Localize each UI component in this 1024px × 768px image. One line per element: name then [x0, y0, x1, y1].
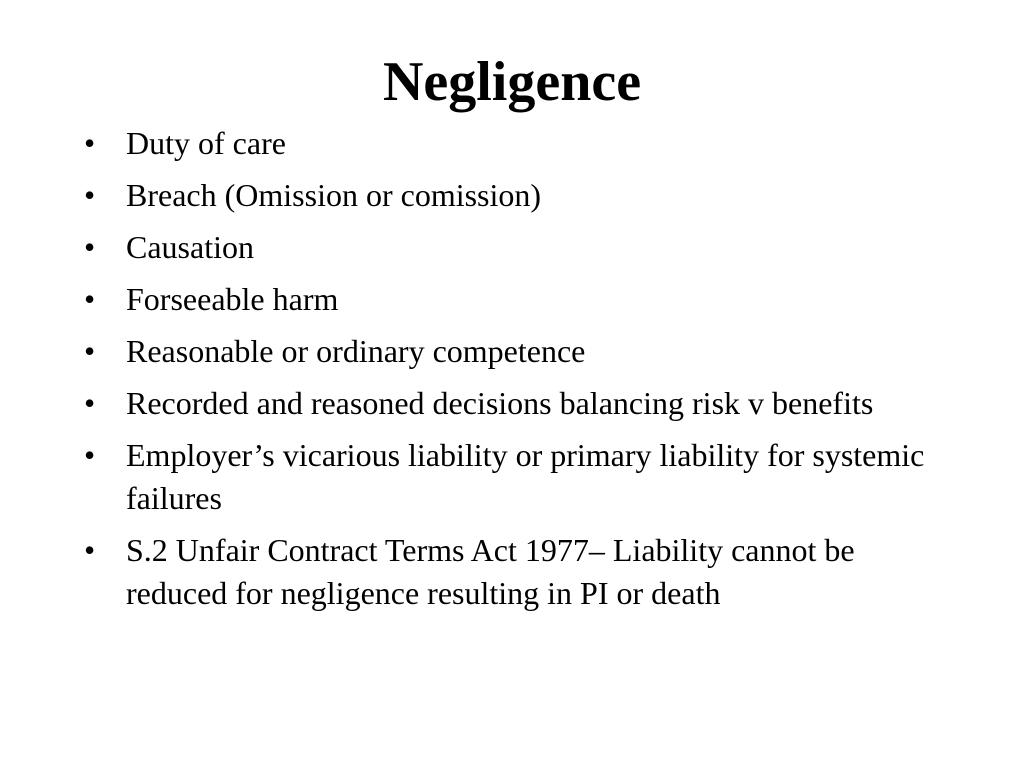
bullet-item-competence — [84, 330, 954, 373]
bullet-text: Recorded and reasoned decisions balancing risk v benefits — [126, 385, 874, 421]
bullet-text: Forseeable harm — [126, 281, 339, 317]
bullet-icon: • — [84, 125, 96, 161]
bullet-icon: • — [84, 229, 96, 265]
bullet-item-recorded-decisions — [84, 382, 954, 425]
bullet-icon: • — [84, 333, 96, 369]
bullet-item-employer-liability — [84, 434, 954, 520]
bullet-icon: • — [84, 281, 96, 317]
bullet-text: Duty of care — [126, 125, 286, 161]
bullet-icon: • — [84, 177, 96, 213]
slide-title: Negligence — [382, 51, 642, 113]
bullet-text: Reasonable or ordinary competence — [126, 333, 586, 369]
bullet-text: Breach (Omission or comission) — [126, 177, 542, 213]
bullet-text: S.2 Unfair Contract Terms Act 1977– Liability cannot be reduced for negligence resulting in PI or death — [126, 532, 855, 611]
bullet-icon: • — [84, 437, 96, 473]
bullet-item-causation — [84, 226, 954, 269]
bullet-item-unfair-contract-terms — [84, 529, 954, 615]
bullet-icon: • — [84, 385, 96, 421]
bullet-item-duty-of-care — [84, 122, 954, 165]
bullet-text: Employer’s vicarious liability or primary liability for systemic failures — [126, 437, 925, 516]
bullet-item-forseeable-harm — [84, 278, 954, 321]
bullet-list — [84, 122, 954, 624]
bullet-item-breach — [84, 174, 954, 217]
bullet-icon: • — [84, 532, 96, 568]
bullet-text: Causation — [126, 229, 254, 265]
